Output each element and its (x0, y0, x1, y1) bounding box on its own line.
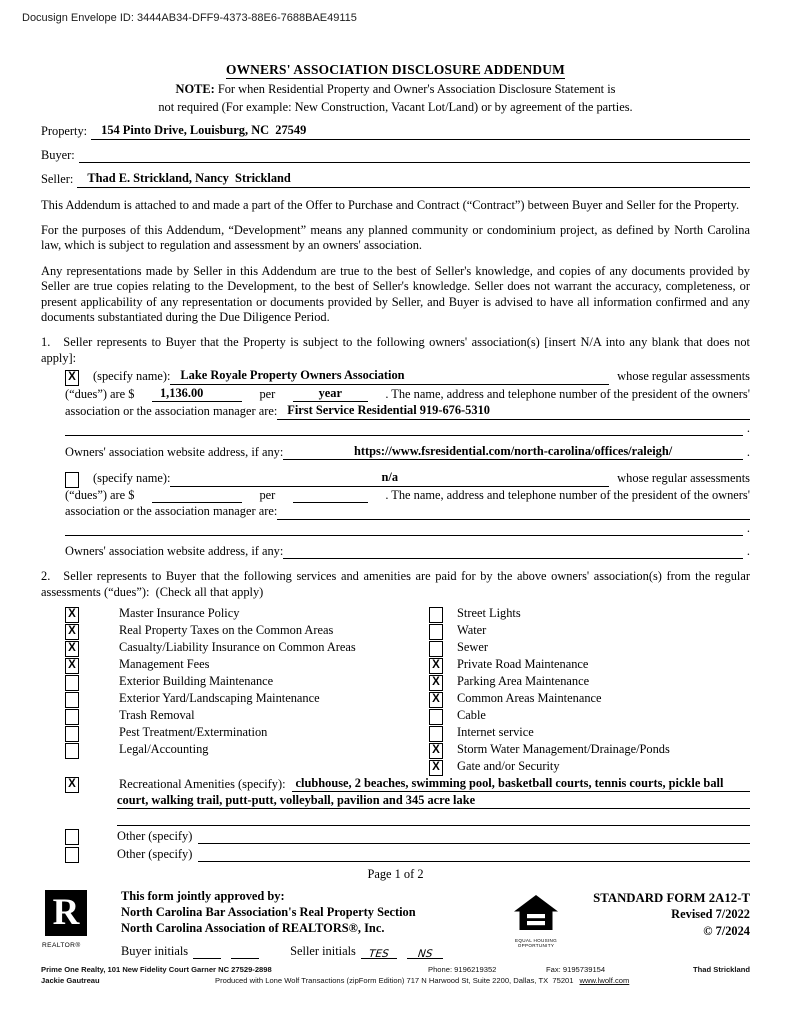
recreational-value-line1: clubhouse, 2 beaches, swimming pool, basketball courts, tennis courts, pickle ball (295, 775, 724, 790)
brokerage-name: Prime One Realty, 101 New Fidelity Court Garner NC 27529-2898 (41, 964, 272, 974)
amenity-label: Casualty/Liability Insurance on Common Areas (119, 639, 356, 654)
association1-name-value: Lake Royale Property Owners Association (180, 368, 405, 383)
amenity-checkbox[interactable] (429, 675, 443, 691)
amenity-row (65, 673, 429, 690)
amenity-row (429, 605, 750, 622)
amenity-label: Street Lights (457, 605, 521, 620)
per-label: per (259, 487, 276, 502)
amenity-label: Exterior Yard/Landscaping Maintenance (119, 690, 320, 705)
dues-label: (“dues”) are $ (65, 487, 135, 502)
section2-intro (41, 569, 750, 600)
amenity-checkbox[interactable] (429, 607, 443, 623)
paragraph-representations: Any representations made by Seller in this Addendum are true to the best of Seller's knowledge, and copies of any documents provided by Seller are true copies relating to the Development, to the best of Seller's knowledge. Seller does not warrant the accuracy, completeness, or present applicability of any representation or documents provided by Seller, and Buyer is advised to have all information confirmed and any documents substantiated during the Due Diligence Period. (41, 263, 750, 325)
association1-dues-value: 1,136.00 (159, 385, 204, 400)
section1-intro-text: Seller represents to Buyer that the Property is subject to the following owners' association(s) [insert N/A into any blank that does not apply]: (41, 335, 750, 365)
seller-row (41, 171, 750, 187)
note-line-2: not required (For example: New Construction, Vacant Lot/Land) or by agreement of the parties. (158, 100, 633, 115)
association2-manager-continuation-field[interactable] (65, 521, 743, 536)
association2-manager-field[interactable] (277, 505, 750, 520)
amenity-label: Parking Area Maintenance (457, 673, 590, 688)
amenity-row (65, 707, 429, 724)
amenity-label: Private Road Maintenance (457, 656, 589, 671)
recreational-field-line2[interactable] (117, 793, 750, 809)
website-label: Owners' association website address, if any: (65, 543, 284, 558)
other1-checkbox[interactable] (65, 829, 79, 845)
equal-housing-house-icon (513, 894, 559, 934)
specify-name-label: (specify name): (93, 369, 171, 384)
amenities-column-right (429, 605, 750, 775)
produced-with-text: Produced with Lone Wolf Transactions (zipForm Edition) 717 N Harwood St, Suite 2200, Dallas, TX 75201 (215, 975, 574, 985)
client-name: Thad Strickland (693, 964, 750, 974)
other2-label: Other (specify) (117, 846, 193, 861)
amenity-row (65, 656, 429, 673)
jointly-approved-line: This form jointly approved by: (121, 888, 285, 903)
president-sentence: . The name, address and telephone number of the president of the owners' (385, 487, 750, 502)
note-text: For when Residential Property and Owner's Association Disclosure Statement is (214, 82, 616, 97)
association2-dues-field[interactable] (152, 489, 242, 503)
amenity-row (429, 758, 750, 775)
amenity-label: Trash Removal (119, 707, 195, 722)
checkbox-mark: X (68, 658, 76, 671)
association2-checkbox[interactable] (65, 472, 79, 488)
section1-intro (41, 335, 750, 366)
amenity-label: Exterior Building Maintenance (119, 673, 274, 688)
assessments-tail-label: whose regular assessments (617, 471, 750, 486)
note-label: NOTE: (175, 82, 215, 97)
recreational-line3 (117, 809, 750, 826)
amenity-label: Cable (457, 707, 486, 722)
recreational-line2 (117, 792, 750, 809)
checkbox-mark: X (68, 607, 76, 620)
seller-initial-field-2[interactable] (407, 945, 443, 959)
website-label: Owners' association website address, if any: (65, 444, 284, 459)
amenity-checkbox[interactable] (429, 760, 443, 776)
seller-value: Thad E. Strickland, Nancy Strickland (87, 171, 291, 186)
amenity-checkbox[interactable] (429, 624, 443, 640)
association-block-1 (65, 368, 750, 460)
manager-label: association or the association manager are: (65, 504, 278, 519)
association1-manager-value: First Service Residential 919-676-5310 (287, 403, 490, 418)
section2-number: 2. (41, 569, 51, 584)
realtor-caption: REALTOR® (42, 941, 81, 949)
association1-checkbox[interactable] (65, 370, 79, 386)
association1-website-field[interactable] (283, 444, 743, 460)
amenity-row (429, 622, 750, 639)
amenity-row (65, 741, 429, 758)
equal-housing-logo (490, 888, 582, 959)
association-block-2 (65, 470, 750, 559)
checkbox-mark: X (432, 743, 440, 756)
checkbox-mark: X (432, 658, 440, 671)
amenity-row (65, 622, 429, 639)
recreational-amenities-row (65, 775, 750, 792)
seller-initial-field-1[interactable] (361, 945, 397, 959)
seller-field[interactable] (77, 171, 750, 187)
amenity-checkbox[interactable] (429, 658, 443, 674)
amenity-checkbox[interactable] (65, 624, 79, 640)
association1-per-field[interactable] (293, 386, 368, 402)
amenity-row (429, 639, 750, 656)
per-label: per (259, 386, 276, 401)
amenity-label: Management Fees (119, 656, 210, 671)
page-indicator: Page 1 of 2 (367, 867, 424, 882)
seller-label: Seller: (41, 172, 74, 187)
form-revised: Revised 7/2022 (671, 907, 750, 922)
amenity-row (429, 741, 750, 758)
other1-label: Other (specify) (117, 828, 193, 843)
buyer-initials-label: Buyer initials (121, 943, 189, 958)
amenity-row (429, 707, 750, 724)
president-sentence: . The name, address and telephone number of the president of the owners' (385, 386, 750, 401)
amenity-label: Water (457, 622, 487, 637)
initials-row (121, 943, 490, 959)
seller-initials-label: Seller initials (290, 943, 356, 958)
specify-name-label: (specify name): (93, 471, 171, 486)
seller-initial-2: NS (416, 947, 433, 960)
property-field[interactable] (91, 123, 750, 139)
amenities-checklist (41, 605, 750, 775)
amenity-checkbox[interactable] (429, 743, 443, 759)
other-row-1 (65, 828, 750, 844)
checkbox-mark: X (68, 778, 76, 791)
line-period: . (746, 520, 750, 535)
buyer-row (41, 148, 750, 163)
association1-dues-field[interactable] (152, 386, 242, 402)
checkbox-mark: X (68, 641, 76, 654)
amenity-row (429, 724, 750, 741)
amenity-checkbox[interactable] (65, 675, 79, 691)
amenity-row (65, 724, 429, 741)
amenity-checkbox[interactable] (65, 709, 79, 725)
property-value: 154 Pinto Drive, Louisburg, NC 27549 (101, 123, 307, 138)
amenity-label: Sewer (457, 639, 488, 654)
amenity-label: Real Property Taxes on the Common Areas (119, 622, 334, 637)
checkbox-mark: X (68, 370, 76, 383)
seller-initial-1: TES (368, 947, 390, 960)
amenity-checkbox[interactable] (429, 692, 443, 708)
approval-text (121, 888, 490, 959)
amenity-checkbox[interactable] (65, 726, 79, 742)
amenity-checkbox[interactable] (65, 743, 79, 759)
equal-housing-caption-2: OPPORTUNITY (517, 943, 555, 949)
association1-manager-continuation-field[interactable] (65, 421, 743, 436)
association2-name-field[interactable] (170, 470, 609, 486)
amenity-row (429, 656, 750, 673)
amenity-label: Common Areas Maintenance (457, 690, 602, 705)
recreational-field-line3[interactable] (117, 811, 750, 826)
form-stamp (582, 888, 750, 959)
amenity-label: Storm Water Management/Drainage/Ponds (457, 741, 670, 756)
brokerage-phone: Phone: 9196219352 (428, 964, 497, 974)
other2-field[interactable] (198, 847, 750, 862)
amenity-checkbox[interactable] (65, 692, 79, 708)
paragraph-contract: This Addendum is attached to and made a part of the Offer to Purchase and Contract (“Contract”) between Buyer and Seller for the Property. (41, 197, 740, 212)
fine-print (41, 964, 750, 986)
association2-website-field[interactable] (283, 544, 743, 559)
bar-association-line: North Carolina Bar Association's Real Property Section (121, 904, 416, 919)
recreational-field-line1[interactable] (292, 776, 750, 792)
association1-manager-field[interactable] (277, 403, 750, 419)
paragraph-development: For the purposes of this Addendum, “Development” means any planned community or condominium project, as defined by North Carolina law, which is subject to regulation and assessment by an owners' association. (41, 223, 750, 253)
note-line-1 (41, 82, 750, 97)
form-copyright: © 7/2024 (703, 923, 750, 938)
recreational-value-line2: court, walking trail, putt-putt, volleyball, pavilion and 345 acre lake (117, 792, 476, 807)
line-period: . (746, 543, 750, 558)
amenity-checkbox[interactable] (65, 641, 79, 657)
amenity-checkbox[interactable] (429, 641, 443, 657)
buyer-initial-field-1[interactable] (193, 945, 221, 959)
approval-footer (41, 888, 750, 959)
lwolf-link[interactable]: www.lwolf.com (579, 975, 630, 985)
fine-print-row-2 (41, 975, 750, 986)
amenity-label: Pest Treatment/Extermination (119, 724, 268, 739)
amenity-row (65, 605, 429, 622)
buyer-field[interactable] (79, 148, 750, 163)
property-row (41, 123, 750, 139)
manager-label: association or the association manager are: (65, 404, 278, 419)
page-title: OWNERS' ASSOCIATION DISCLOSURE ADDENDUM (226, 62, 565, 79)
property-label: Property: (41, 124, 88, 139)
section2-intro-text: Seller represents to Buyer that the following services and amenities are paid for by the above owners' association(s) from the regular assessments (“dues”): (Check all that apply) (41, 569, 750, 599)
amenity-row (65, 639, 429, 656)
section1-number: 1. (41, 335, 51, 350)
association2-name-value: n/a (381, 470, 399, 485)
association1-website-value: https://www.fsresidential.com/north-carolina/offices/raleigh/ (353, 443, 673, 458)
association1-per-value: year (318, 385, 342, 400)
other-row-2 (65, 846, 750, 862)
line-period: . (746, 420, 750, 435)
amenity-checkbox[interactable] (65, 658, 79, 674)
line-period: . (746, 444, 750, 459)
recreational-label: Recreational Amenities (specify): (119, 776, 286, 791)
agent-name: Jackie Gautreau (41, 975, 100, 985)
realtor-logo (41, 888, 121, 959)
assessments-tail-label: whose regular assessments (617, 369, 750, 384)
fine-print-row-1 (41, 964, 750, 975)
buyer-initial-field-2[interactable] (231, 945, 259, 959)
checkbox-mark: X (432, 675, 440, 688)
amenities-column-left (41, 605, 429, 775)
association2-per-field[interactable] (293, 489, 368, 503)
checkbox-mark: X (432, 692, 440, 705)
buyer-label: Buyer: (41, 147, 75, 162)
association1-name-field[interactable] (170, 368, 609, 384)
amenity-row (429, 673, 750, 690)
amenity-label: Internet service (457, 724, 534, 739)
amenity-row (429, 690, 750, 707)
amenity-checkbox[interactable] (65, 607, 79, 623)
docusign-envelope-id: Docusign Envelope ID: 3444AB34-DFF9-4373-88E6-7688BAE49115 (22, 12, 357, 24)
amenity-label: Legal/Accounting (119, 741, 209, 756)
realtors-association-line: North Carolina Association of REALTORS®, Inc. (121, 920, 385, 935)
checkbox-mark: X (432, 760, 440, 773)
dues-label: (“dues”) are $ (65, 386, 135, 401)
standard-form-name: STANDARD FORM 2A12-T (593, 890, 750, 905)
equal-housing-caption-1: EQUAL HOUSING (514, 937, 558, 943)
amenity-checkbox[interactable] (429, 726, 443, 742)
amenity-row (65, 690, 429, 707)
other1-field[interactable] (198, 829, 750, 844)
brokerage-fax: Fax: 9195739154 (546, 964, 606, 974)
amenity-label: Master Insurance Policy (119, 605, 240, 620)
amenity-checkbox[interactable] (429, 709, 443, 725)
realtor-r-icon: R (45, 890, 87, 936)
recreational-checkbox[interactable] (65, 777, 79, 793)
amenity-label: Gate and/or Security (457, 758, 560, 773)
other2-checkbox[interactable] (65, 847, 79, 863)
checkbox-mark: X (68, 624, 76, 637)
